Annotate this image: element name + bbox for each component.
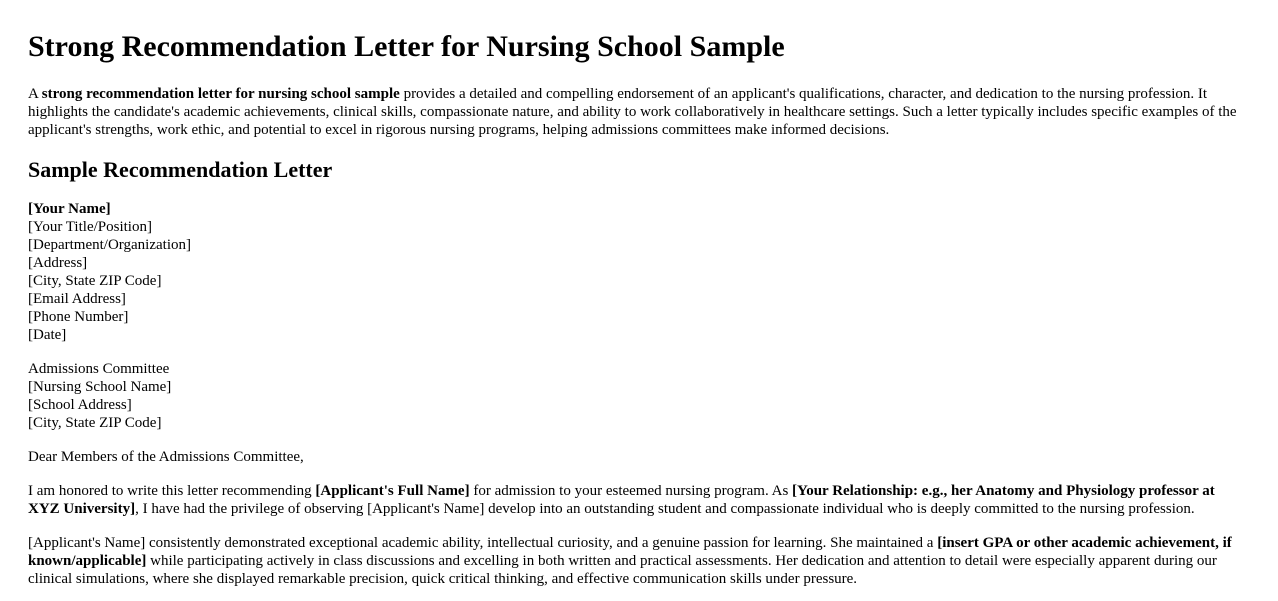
sender-name: [Your Name]	[28, 201, 111, 217]
intro-bold-phrase: strong recommendation letter for nursing school sample	[41, 86, 400, 102]
sender-city: [City, State ZIP Code]	[28, 273, 162, 289]
page-title: Strong Recommendation Letter for Nursing School Sample	[28, 30, 785, 63]
sender-address: [Address]	[28, 255, 88, 271]
p1-text-2: for admission to your esteemed nursing program. As	[469, 483, 793, 499]
sender-block	[28, 200, 1250, 344]
recipient-committee: Admissions Committee	[28, 361, 170, 377]
sender-title: [Your Title/Position]	[28, 219, 152, 235]
intro-rest: provides a detailed and compelling endorsement of an applicant's qualifications, character, and dedication to the nursing profession. It highlights the candidate's academic achievements, clinical skills, compassionate nature, and ability to work collaboratively in healthcare settings. Such a letter typically includes specific examples of the applicant's strengths, work ethic, and potential to excel in rigorous nursing programs, helping admissions committees make informed decisions.	[28, 86, 1237, 138]
sender-department: [Department/Organization]	[28, 237, 191, 253]
intro-lead: A	[28, 86, 42, 102]
body-paragraph-1	[28, 482, 1250, 518]
recipient-school-name: [Nursing School Name]	[28, 379, 172, 395]
sender-phone: [Phone Number]	[28, 309, 129, 325]
body-paragraph-2	[28, 534, 1250, 588]
p2-text-2: while participating actively in class discussions and excelling in both written and practical assessments. Her dedication and attention to detail were especially apparent during our clinical simulations, where she displayed remarkable precision, quick critical thinking, and effective communication skills under pressure.	[28, 553, 1217, 587]
intro-paragraph	[28, 85, 1250, 139]
p2-gpa: [insert GPA or other academic achievement, if known/applicable]	[28, 535, 1232, 569]
recipient-school-address: [School Address]	[28, 397, 132, 413]
p1-text-3: , I have had the privilege of observing [Applicant's Name] develop into an outstanding student and compassionate individual who is deeply committed to the nursing profession.	[135, 501, 1195, 517]
recipient-block	[28, 360, 1250, 432]
p2-text-1: [Applicant's Name] consistently demonstrated exceptional academic ability, intellectual curiosity, and a genuine passion for learning. She maintained a	[28, 535, 938, 551]
sender-date: [Date]	[28, 327, 67, 343]
sender-email: [Email Address]	[28, 291, 126, 307]
recipient-city: [City, State ZIP Code]	[28, 415, 162, 431]
p1-applicant-name: [Applicant's Full Name]	[315, 483, 470, 499]
greeting: Dear Members of the Admissions Committee,	[28, 449, 304, 465]
p1-relationship: [Your Relationship: e.g., her Anatomy and Physiology professor at XYZ University]	[28, 483, 1215, 517]
p1-text-1: I am honored to write this letter recommending	[28, 483, 316, 499]
section-title: Sample Recommendation Letter	[28, 157, 333, 182]
